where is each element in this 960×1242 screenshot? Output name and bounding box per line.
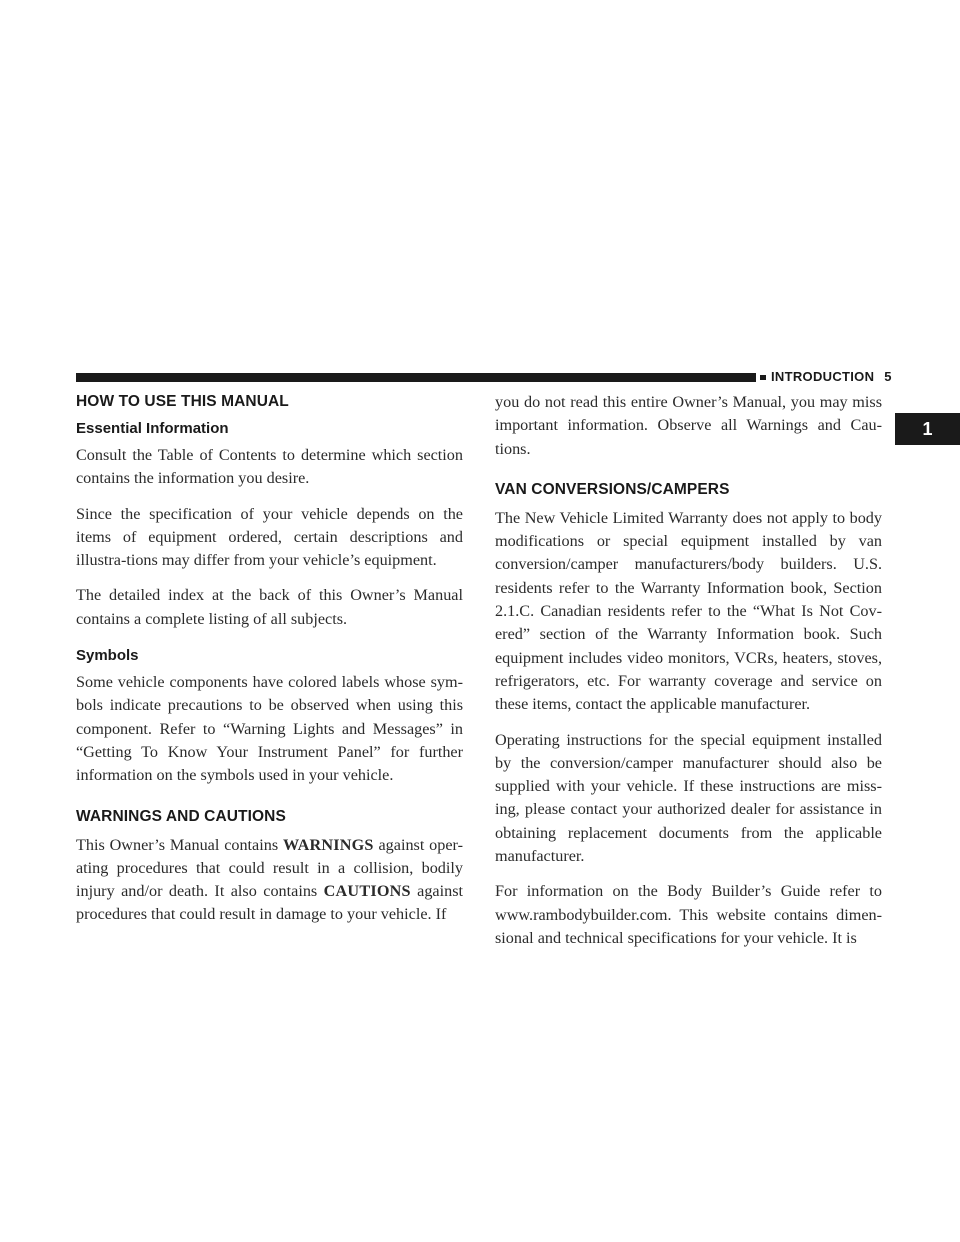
paragraph-index: The detailed index at the back of this Owner’s Manual contains a complete listing of all subjects. (76, 586, 463, 628)
chapter-tab-number: 1 (922, 418, 933, 439)
warnings-text-2: against oper-ating procedures that could result in a collision, bodily injury and/or death. It also contains (76, 835, 463, 901)
heading-essential-information: Essential Information (76, 420, 229, 437)
cautions-keyword: CAUTIONS (323, 882, 411, 901)
paragraph-continued: you do not read this entire Owner’s Manual, you may miss important information. Observe all Warnings and Cau-tions. (495, 393, 882, 458)
paragraph-symbols: Some vehicle components have colored labels whose sym-bols indicate precautions to be observed when using this component. Refer to “Warning Lights and Messages” in “Getting To Know Your Instrument Panel” for further information on the symbols used in your vehicle. (76, 673, 463, 785)
warnings-text-1: This Owner’s Manual contains (76, 835, 283, 854)
header-rule (76, 373, 756, 382)
paragraph-operating: Operating instructions for the special equipment installed by the conversion/camper manufacturer should also be supplied with your vehicle. If these instructions are miss-ing, please contact your authorized dealer for assistance in obtaining replacement documents from the applicable manufacturer. (495, 730, 882, 866)
warnings-text-3: against procedures that could result in damage to your vehicle. If (76, 882, 464, 924)
heading-warnings-cautions: WARNINGS AND CAUTIONS (76, 807, 286, 825)
right-column (495, 391, 882, 962)
heading-van-conversions: VAN CONVERSIONS/CAMPERS (495, 480, 730, 498)
page-number: 5 (884, 369, 892, 384)
paragraph-body-builder: For information on the Body Builder’s Guide refer to www.rambodybuilder.com. This website contains dimen-sional and technical specifications for your vehicle. It is (495, 882, 882, 947)
left-column (76, 393, 463, 939)
warnings-keyword: WARNINGS (282, 835, 374, 854)
heading-how-to-use: HOW TO USE THIS MANUAL (76, 393, 289, 410)
section-title: INTRODUCTION (771, 369, 875, 384)
header-rule-end (760, 375, 766, 380)
running-head (771, 369, 892, 384)
heading-symbols: Symbols (76, 647, 139, 665)
paragraph-consult: Consult the Table of Contents to determine which section contains the information you desire. (76, 446, 463, 488)
paragraph-van-warranty: The New Vehicle Limited Warranty does not apply to body modifications or special equipment installed by van conversion/camper manufacturers/body builders. U.S. residents refer to the Warranty Information book, Section 2.1.C. Canadian residents refer to the “What Is Not Cov-ered” section of the Warranty Information book. Such equipment includes video monitors, VCRs, heaters, stoves, refrigerators, etc. For warranty coverage and service on these items, contact the applicable manufacturer. (495, 508, 882, 714)
chapter-tab (895, 413, 960, 445)
paragraph-specification: Since the specification of your vehicle depends on the items of equipment ordered, certain descriptions and illustra-tions may differ from your vehicle’s equipment. (76, 504, 463, 570)
paragraph-warnings (76, 834, 463, 927)
